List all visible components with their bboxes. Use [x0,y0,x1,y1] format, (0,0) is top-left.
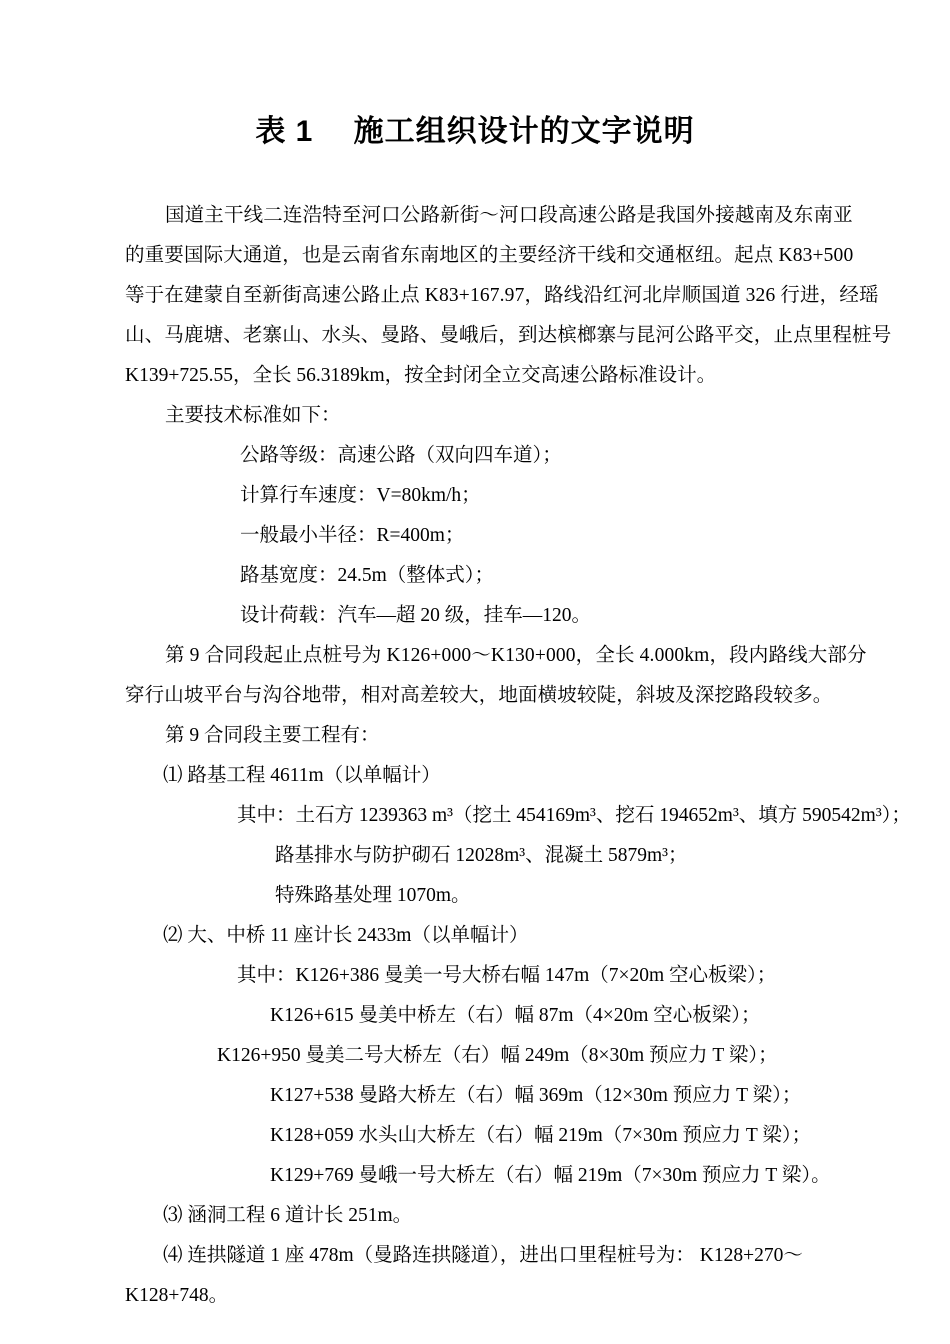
paragraph-line: 第 9 合同段起止点桩号为 K126+000～K130+000，全长 4.000km，段内路线大部分 [165,645,867,666]
work-item-heading: ⑷ 连拱隧道 1 座 478m（曼路连拱隧道），进出口里程桩号为： K128+270～ [163,1245,803,1266]
standard-item: 公路等级：高速公路（双向四车道）； [240,445,562,466]
bridge-item: K126+950 曼美二号大桥左（右）幅 249m（8×30m 预应力 T 梁）； [217,1045,778,1066]
paragraph-line: 穿行山坡平台与沟谷地带，相对高差较大，地面横坡较陡，斜坡及深挖路段较多。 [125,685,833,706]
paragraph-line: 的重要国际大通道，也是云南省东南地区的主要经济干线和交通枢纽。起点 K83+500 [125,245,854,266]
work-item-heading: ⑵ 大、中桥 11 座计长 2433m（以单幅计） [163,925,529,946]
page-title: 表 1 施工组织设计的文字说明 [255,115,695,148]
bridge-item: K129+769 曼峨一号大桥左（右）幅 219m（7×30m 预应力 T 梁）。 [270,1165,831,1186]
document-body [125,196,911,1316]
work-item-subline: 路基排水与防护砌石 12028m³、混凝土 5879m³； [275,845,688,866]
standard-item: 一般最小半径：R=400m； [240,525,465,546]
work-item-heading: ⑶ 涵洞工程 6 道计长 251m。 [163,1205,413,1226]
bridge-item: K128+059 水头山大桥左（右）幅 219m（7×30m 预应力 T 梁）； [270,1125,812,1146]
bridge-item: 其中：K126+386 曼美一号大桥右幅 147m（7×20m 空心板梁）； [237,965,777,986]
work-item-continuation: K128+748。 [125,1285,229,1306]
paragraph-line: K139+725.55，全长 56.3189km，按全封闭全立交高速公路标准设计。 [125,365,717,386]
standard-item: 设计荷载：汽车—超 20 级，挂车—120。 [240,605,592,626]
paragraph-line: 国道主干线二连浩特至河口公路新街～河口段高速公路是我国外接越南及东南亚 [165,205,853,226]
work-item-subline: 特殊路基处理 1070m。 [275,885,471,906]
standard-item: 计算行车速度：V=80km/h； [240,485,481,506]
works-heading: 第 9 合同段主要工程有： [165,725,380,746]
standard-item: 路基宽度：24.5m（整体式）； [240,565,495,586]
standards-heading: 主要技术标准如下： [165,405,341,426]
bridge-item: K126+615 曼美中桥左（右）幅 87m（4×20m 空心板梁）； [270,1005,761,1026]
work-item-heading: ⑴ 路基工程 4611m（以单幅计） [163,765,441,786]
paragraph-line: 山、马鹿塘、老寨山、水头、曼路、曼峨后，到达槟榔寨与昆河公路平交，止点里程桩号 [125,325,892,346]
bridge-item: K127+538 曼路大桥左（右）幅 369m（12×30m 预应力 T 梁）； [270,1085,802,1106]
paragraph-line: 等于在建蒙自至新街高速公路止点 K83+167.97，路线沿红河北岸顺国道 326 行进，经瑶 [125,285,879,306]
work-item-subline: 其中：土石方 1239363 m³（挖土 454169m³、挖石 194652m³、填方 590542m³）； [237,805,911,826]
